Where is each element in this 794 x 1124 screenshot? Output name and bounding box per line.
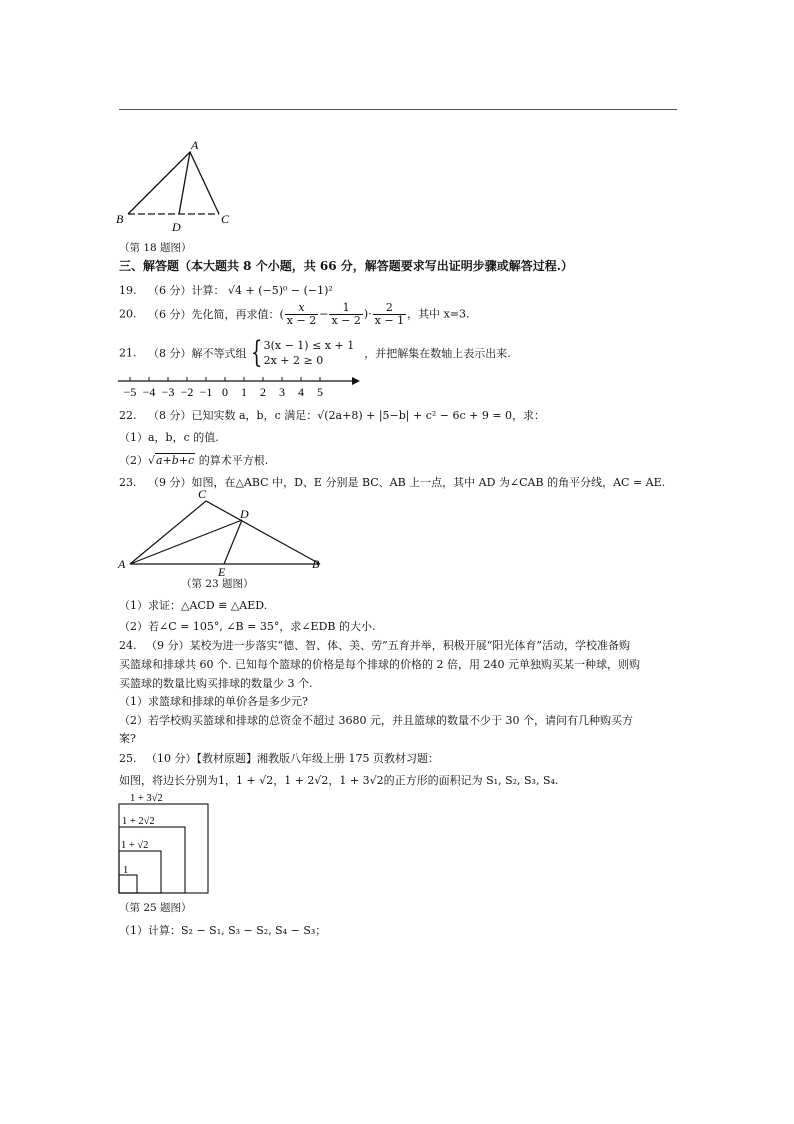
- q20-prompt: （6 分）先化简，再求值：(: [148, 307, 284, 321]
- q20-number: 20.: [119, 307, 137, 321]
- number-line-tick-label: −1: [199, 385, 213, 399]
- q24-line-3: 买篮球的数量比购买排球的数量少 3 个.: [119, 677, 313, 690]
- q23-part-1: （1）求证：△ACD ≌ △AED.: [119, 599, 268, 612]
- q24-line-2: 买篮球和排球共 60 个. 已知每个篮球的价格是每个排球的价格的 2 倍，用 240 元单独购买某一种球，则购: [119, 658, 640, 671]
- number-line-tick-label: 2: [260, 385, 266, 399]
- q20-tail: ，其中 x=3.: [407, 307, 470, 321]
- q25-number: 25.: [119, 752, 137, 765]
- q22-part-1: （1）a，b，c 的值.: [119, 431, 219, 444]
- q20-fraction-3: $\frac{2}{x - 1}$: [374, 301, 405, 327]
- number-line-tick-label: 4: [298, 385, 304, 399]
- number-line-tick-label: 1: [241, 385, 247, 399]
- question-24-line-1: [119, 637, 630, 653]
- q20-fraction-2: $\frac{1}{x - 2}$: [331, 301, 361, 327]
- q22-tail: ，求：: [512, 409, 546, 422]
- fig23-label-a: A: [118, 557, 126, 571]
- figure-18-triangle: [112, 138, 242, 238]
- q21-brace: {: [250, 335, 262, 370]
- q25-intro: 如图，将边长分别为1，1 + √2，1 + 2√2，1 + 3√2的正方形的面积记为 S₁, S₂, S₃, S₄.: [119, 774, 559, 787]
- fig23-label-d: D: [240, 507, 249, 521]
- figure-25-squares: [118, 790, 214, 896]
- fig23-caption: （第 23 题图）: [181, 578, 254, 590]
- number-line-tick-label: −2: [180, 385, 194, 399]
- sq-label-4: 1 + 3√2: [130, 793, 163, 804]
- number-line-tick-label: −4: [142, 385, 156, 399]
- q21-prompt: （8 分）解不等式组: [148, 347, 247, 360]
- q22-sqrt-radicand: a+b+c: [156, 454, 195, 467]
- question-21: [119, 335, 511, 370]
- q23-part-2: （2）若∠C = 105°, ∠B = 35°，求∠EDB 的大小.: [119, 620, 376, 633]
- section-3-heading: 三、解答题（本大题共 8 个小题，共 66 分，解答题要求写出证明步骤或解答过程.）: [119, 259, 573, 273]
- q20-close: )·: [363, 307, 372, 321]
- number-line-tick-label: −3: [161, 385, 175, 399]
- q20-minus: −: [319, 307, 329, 321]
- fig18-label-c: C: [221, 212, 230, 226]
- q24-part-2-line-1: （2）若学校购买篮球和排球的总资金不超过 3680 元，并且篮球的数量不少于 30 个，请问有几种购买方: [119, 714, 633, 727]
- question-22: [119, 407, 545, 423]
- q25-part-1: （1）计算：S₂ − S₁, S₃ − S₂, S₄ − S₃；: [119, 924, 327, 937]
- q25-prompt: （10 分）【教材原题】湘教版八年级上册 175 页教材习题：: [146, 752, 439, 765]
- question-20: [119, 302, 470, 327]
- fig23-label-e: E: [218, 565, 226, 576]
- sq-label-1: 1: [123, 865, 129, 876]
- q24-part-2-line-2: 案?: [119, 732, 136, 745]
- number-line-tick-label: 0: [222, 385, 228, 399]
- q24-text-1: （9 分）某校为进一步落实“德、智、体、美、劳”五育并举，积极开展“阳光体育”活动，学校准备购: [146, 639, 630, 652]
- sq-label-3: 1 + 2√2: [122, 816, 155, 827]
- number-line-tick-label: 5: [317, 385, 323, 399]
- q24-part-1: （1）求篮球和排球的单价各是多少元?: [119, 695, 308, 708]
- q22-part-2-label: （2）: [119, 454, 148, 467]
- q22-prompt: （8 分）已知实数 a，b，c 满足：: [148, 409, 318, 422]
- q22-sqrt-symbol: √: [148, 454, 156, 467]
- q22-number: 22.: [119, 409, 137, 422]
- question-19: [119, 282, 333, 298]
- q19-number: 19.: [119, 284, 137, 297]
- fig23-label-b: B: [312, 557, 320, 571]
- q20-fraction-1: $\frac{x}{x - 2}$: [286, 301, 317, 327]
- fig25-caption: （第 25 题图）: [119, 902, 192, 914]
- q23-number: 23.: [119, 476, 137, 489]
- q22-part-2: [119, 452, 268, 468]
- q23-text: （9 分）如图，在△ABC 中，D、E 分别是 BC、AB 上一点，其中 AD 为∠CAB 的角平分线，AC = AE.: [148, 476, 666, 489]
- q22-expression: √(2a+8) + |5−b| + c² − 6c + 9 = 0: [317, 409, 513, 422]
- q19-expression: √4 + (−5)⁰ − (−1)²: [228, 284, 333, 297]
- q21-tail: ，并把解集在数轴上表示出来.: [364, 347, 511, 360]
- q22-part-2-tail: 的算术平方根.: [195, 454, 269, 467]
- figure-23-triangle: [114, 488, 328, 576]
- q24-number: 24.: [119, 639, 137, 652]
- q21-system: 3(x − 1) ≤ x + 1 2x + 2 ≥ 0: [263, 339, 355, 367]
- sq-label-2: 1 + √2: [121, 840, 149, 851]
- fig23-label-c: C: [198, 488, 207, 501]
- number-line: [116, 372, 366, 402]
- header-rule: [119, 109, 677, 110]
- fig18-caption: （第 18 题图）: [119, 242, 192, 254]
- number-line-tick-label: 3: [279, 385, 285, 399]
- fig18-label-b: B: [116, 212, 124, 226]
- q21-number: 21.: [119, 346, 137, 360]
- fig18-label-a: A: [191, 138, 199, 152]
- fig18-label-d: D: [172, 220, 181, 234]
- q19-prompt: （6 分）计算：: [148, 284, 225, 297]
- number-line-tick-label: −5: [123, 385, 137, 399]
- question-25: [119, 750, 439, 766]
